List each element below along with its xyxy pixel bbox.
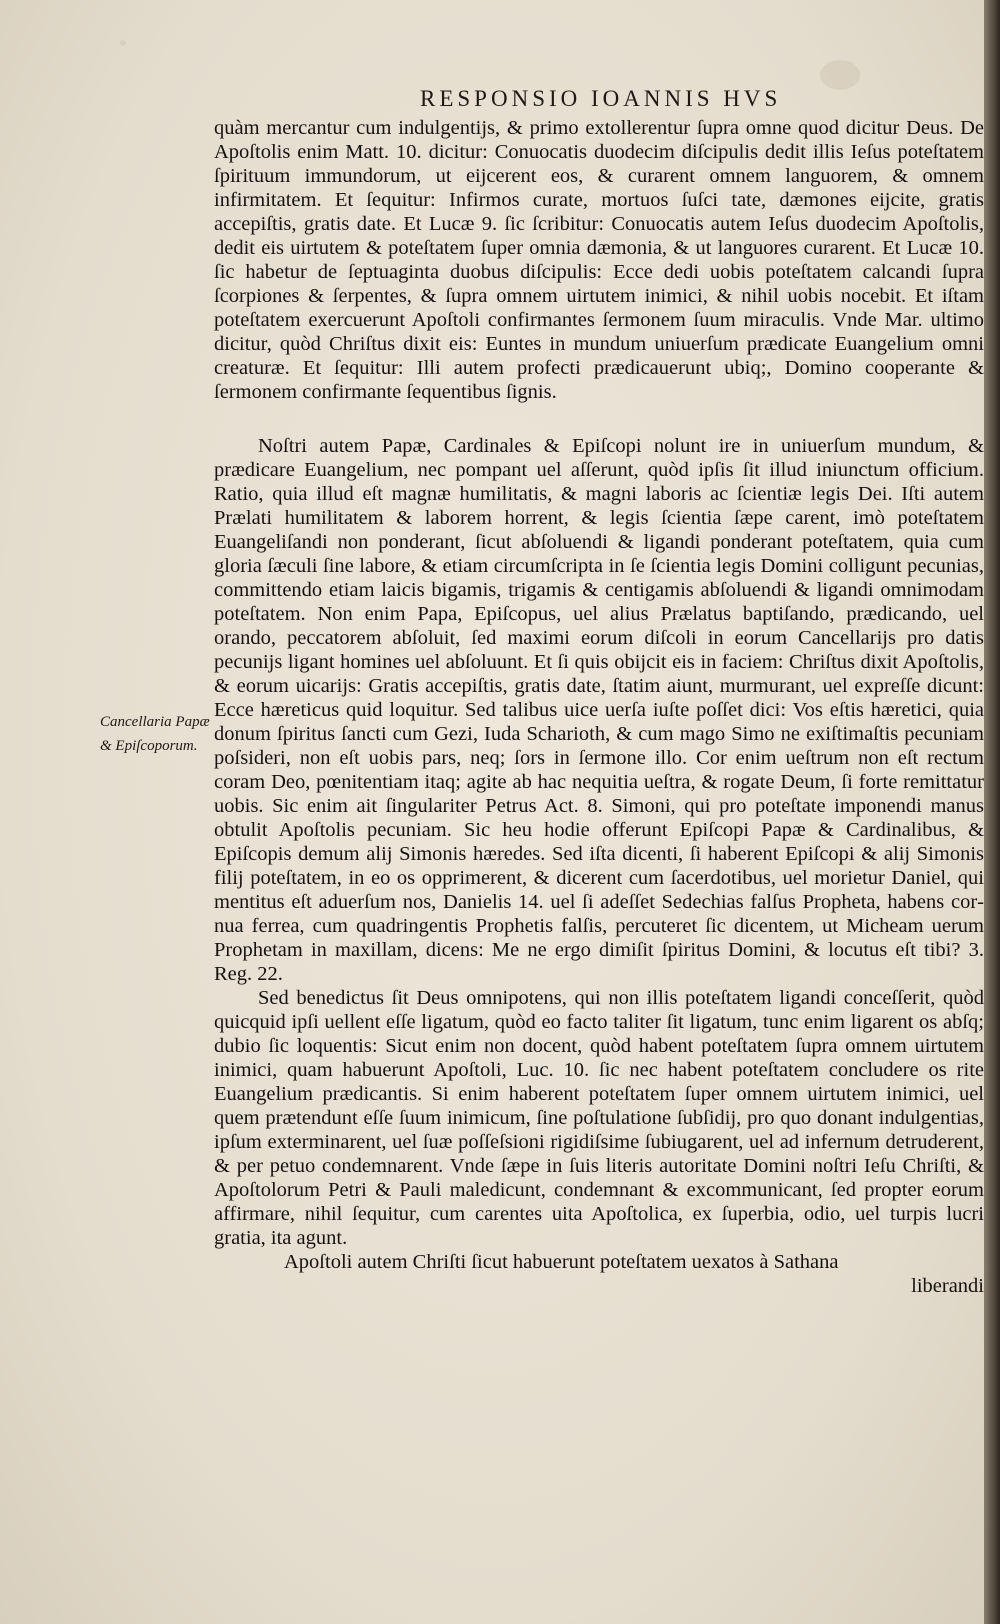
catchword: liberandi [911, 1275, 984, 1297]
page-edge [984, 0, 1000, 1624]
paragraph-1: quàm mercantur cum indulgentijs, & primo extollerentur ſupra omne quod dicitur Deus. De Apoſtolis enim Matt. 10. dicitur: Conuocatis duodecim diſcipulis dedit illis Ieſus poteſtatem ſpirituum immundorum, ut eijcerent eos, & curarent omnem languorem, & omnem infirmitatem. Et ſequitur: Infirmos curate, mortuos ſuſci tate, dæmones eijcite, gratis accepiſtis, gratis date. Et Lucæ 9. ſic ſcribitur: Conuocatis autem Ieſus duodecim Apoſtolis, dedit eis uirtutem & poteſtatem ſuper omnia dæmonia, & ut languores curarent. Et Lucæ 10. ſic habetur de ſeptuaginta duobus diſcipulis: Ecce dedi uobis poteſtatem calcandi ſupra ſcorpiones & ſerpentes, & ſupra omnem uirtutem inimici, & nihil uobis nocebit. Et iſtam poteſtatem exercuerunt Apoſtoli confirmantes ſermonem ſuum miraculis. Vnde Mar. ultimo dicitur, quòd Chriſtus dixit eis: Euntes in mundum uniuerſum prædicate Euangelium omni creaturæ. Et ſequitur: Illi autem profecti prædicauerunt ubiq;, Domino cooperante & ſermonem confirmante ſequentibus ſignis. [214, 117, 984, 403]
paragraph-2: Noſtri autem Papæ, Cardinales & Epiſcopi nolunt ire in uniuerſum mundum, & prædicare Euangelium, nec pompant uel aſſerunt, quòd ipſis ſit illud iniunctum officium. Ratio, quia illud eſt magnæ humilitatis, & magni laboris ac ſcientiæ legis Dei. Iſti autem Prælati humilitatem & laborem horrent, & legis ſcientia ſæpe carent, imò poteſtatem Euangeliſandi non ponderant, ſicut abſoluendi & ligandi ponderant poteſtatem, quia cum gloria ſæculi ſine labore, & etiam circumſcripta in ſe ſcientia legis Domini colligunt pecunias, committendo etiam laicis bigamis, trigamis & centigamis abſoluendi & ligandi omnimodam poteſtatem. Non enim Papa, Epiſcopus, uel alius Prælatus baptiſando, prædicando, uel orando, peccatorem abſoluit, ſed maximi eorum diſcoli in eorum Cancellarijs pro datis pecunijs ligant homines uel abſoluunt. Et ſi quis obijcit eis in faciem: Chriſtus dixit Apoſtolis, & eorum uicarijs: Gratis accepiſtis, gratis date, ſtatim aiunt, murmurant, uel expreſſe dicunt: Ecce hæreticus quid loquitur. Sed talibus uice uerſa iuſte poſſet dici: Vos eſtis hæretici, quia donum ſpiritus ſancti cum Gezi, Iuda Scharioth, & cum mago Simo ne exiſtimaſtis pecuniam poſsideri, non eſt uobis pars, neq; ſors in ſermone illo. Cor enim ueſtrum non eſt rectum coram Deo, pœnitentiam itaq; agite ab hac nequitia ueſtra, & rogate Deum, ſi forte remittatur uobis. Sic enim ait ſingulariter Petrus Act. 8. Simoni, qui pro poteſtate imponendi manus obtulit Apoſtolis pecuniam. Sic heu hodie offerunt Epiſcopi Papæ & Cardinalibus, & Epiſcopis demum alij Simonis hæredes. Sed iſta dicenti, ſi haberent Epiſcopi & alij Simonis filij poteſtatem, in eo os opprimerent, & dicerent cum ſacerdotibus, uel morietur Daniel, qui mentitus eſt aduerſum nos, Danielis 14. uel ſi adeſſet Sedechias falſus Propheta, habens cornua ferrea, cum quadringentis Prophetis falſis, percuteret ſic dicentem, ut Micheam uerum Prophetam in maxillam, dicens: Me ne ergo dimiſit ſpiritus Domini, & locutus eſt tibi? 3. Reg. 22. [214, 435, 984, 985]
paragraph-4: Apoſtoli autem Chriſti ſicut habuerunt poteſtatem uexatos à Sathana [284, 1251, 839, 1273]
paper-stain [820, 60, 860, 90]
paragraph-3: Sed benedictus ſit Deus omnipotens, qui non illis poteſtatem ligandi conceſſerit, quòd quicquid ipſi uellent eſſe ligatum, quòd eo facto taliter ſit ligatum, tunc enim ligarent os abſq; dubio ſic loquentis: Sicut enim non docent, quòd habent poteſtatem ſupra omnem uirtutem inimici, quam habuerunt Apoſtoli, Luc. 10. ſic nec habent poteſtatem concludere os rite Euangelium prædicantis. Si enim haberent poteſtatem ſuper omnem uirtutem inimici, uel quem prætendunt eſſe ſuum inimicum, ſine poſtulatione ſubſidij, pro quo donant indulgentias, ipſum exterminarent, uel ſuæ poſſeſsioni rigidiſsime ſubiugarent, uel ad infernum detruderent, & per petuo condemnarent. Vnde ſæpe in ſuis literis autoritate Domini noſtri Ieſu Chriſti, & Apoſtolorum Petri & Pauli maledicunt, condemnant & excommunicant, ſed propter eorum affirmare, nihil ſequitur, cum carentes uita Apoſtolica, ex ſuperbia, odio, uel turpis lucri gratia, ita agunt. [214, 987, 984, 1249]
main-text [214, 116, 984, 1298]
marginal-note: Cancellaria Papæ & Epiſcoporum. [100, 714, 210, 754]
running-title: RESPONSIO IOANNIS HVS [420, 86, 782, 111]
paper-speck [120, 40, 126, 46]
